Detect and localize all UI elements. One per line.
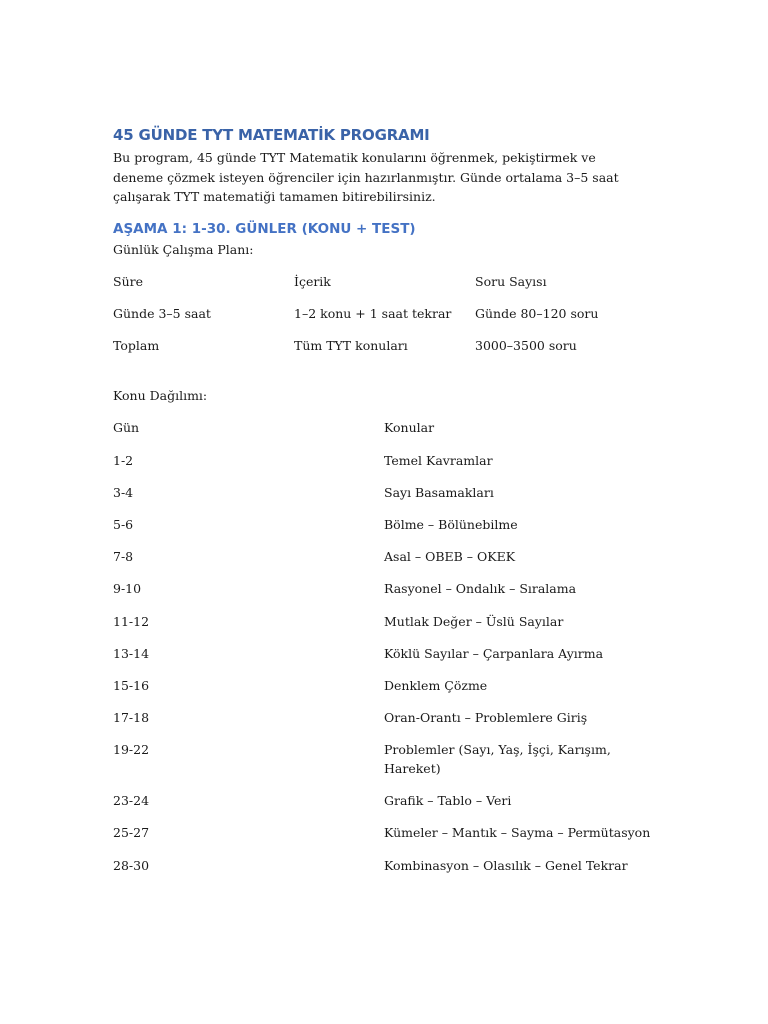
- topic-table-row: [113, 612, 658, 644]
- topic-table-row: [113, 579, 658, 611]
- topic-cell: Oran-Orantı – Problemlere Giriş: [384, 710, 588, 726]
- day-cell: 25-27: [113, 825, 150, 841]
- topic-header-cell: Gün: [113, 420, 140, 436]
- topic-cell: Temel Kavramlar: [384, 452, 493, 468]
- topic-table-row: [113, 515, 658, 547]
- topic-cell: Bölme – Bölünebilme: [384, 516, 518, 532]
- daily-plan-table: [113, 272, 658, 369]
- plan-header-cell: Süre: [113, 273, 143, 289]
- plan-cell: Toplam: [113, 338, 160, 354]
- topic-cell: Mutlak Değer – Üslü Sayılar: [384, 613, 564, 629]
- topic-distribution-label: Konu Dağılımı:: [113, 388, 208, 404]
- topic-table-row: [113, 644, 658, 676]
- plan-table-row: [113, 304, 658, 336]
- topic-cell: Sayı Basamakları: [384, 484, 494, 500]
- topic-table-row: [113, 740, 658, 791]
- plan-cell: Tüm TYT konuları: [294, 338, 408, 354]
- document-page: [113, 124, 658, 888]
- topic-table-header-row: [113, 418, 658, 450]
- day-cell: 1-2: [113, 452, 134, 468]
- topic-cell: Köklü Sayılar – Çarpanlara Ayırma: [384, 645, 604, 661]
- topic-table-row: [113, 676, 658, 708]
- topic-table-row: [113, 823, 658, 855]
- topic-distribution-table: [113, 418, 658, 887]
- day-cell: 7-8: [113, 549, 134, 565]
- day-cell: 9-10: [113, 581, 142, 597]
- topic-table-row: [113, 451, 658, 483]
- day-cell: 5-6: [113, 516, 134, 532]
- day-cell: 15-16: [113, 677, 150, 693]
- topic-cell: Problemler (Sayı, Yaş, İşçi, Karışım, Hareket): [384, 742, 611, 777]
- intro-paragraph: Bu program, 45 günde TYT Matematik konularını öğrenmek, pekiştirmek ve deneme çözmek isteyen öğrenciler için hazırlanmıştır. Günde ortalama 3–5 saat çalışarak TYT matematiği tamamen bitirebilirsiniz.: [113, 150, 619, 204]
- plan-cell: 3000–3500 soru: [475, 338, 577, 354]
- topic-cell: Kombinasyon – Olasılık – Genel Tekrar: [384, 857, 628, 873]
- daily-plan-label: Günlük Çalışma Planı:: [113, 241, 254, 257]
- topic-table-row: [113, 856, 658, 888]
- topic-table-row: [113, 791, 658, 823]
- topic-cell: Asal – OBEB – OKEK: [384, 549, 516, 565]
- topic-header-cell: Konular: [384, 420, 435, 436]
- topic-cell: Rasyonel – Ondalık – Sıralama: [384, 581, 577, 597]
- plan-table-row: [113, 336, 658, 368]
- plan-table-header-row: [113, 272, 658, 304]
- section-1-heading: AŞAMA 1: 1-30. GÜNLER (KONU + TEST): [113, 220, 416, 237]
- topic-cell: Denklem Çözme: [384, 677, 488, 693]
- day-cell: 28-30: [113, 857, 150, 873]
- plan-header-cell: İçerik: [294, 273, 331, 289]
- plan-cell: Günde 80–120 soru: [475, 305, 599, 321]
- plan-cell: Günde 3–5 saat: [113, 305, 211, 321]
- document-title: 45 GÜNDE TYT MATEMATİK PROGRAMI: [113, 126, 430, 144]
- topic-cell: Kümeler – Mantık – Sayma – Permütasyon: [384, 825, 651, 841]
- topic-cell: Grafik – Tablo – Veri: [384, 793, 512, 809]
- topic-table-row: [113, 483, 658, 515]
- plan-cell: 1–2 konu + 1 saat tekrar: [294, 305, 452, 321]
- plan-header-cell: Soru Sayısı: [475, 273, 547, 289]
- day-cell: 13-14: [113, 645, 150, 661]
- day-cell: 3-4: [113, 484, 134, 500]
- topic-table-row: [113, 708, 658, 740]
- day-cell: 23-24: [113, 793, 150, 809]
- topic-table-row: [113, 547, 658, 579]
- day-cell: 19-22: [113, 742, 150, 758]
- day-cell: 17-18: [113, 710, 150, 726]
- day-cell: 11-12: [113, 613, 150, 629]
